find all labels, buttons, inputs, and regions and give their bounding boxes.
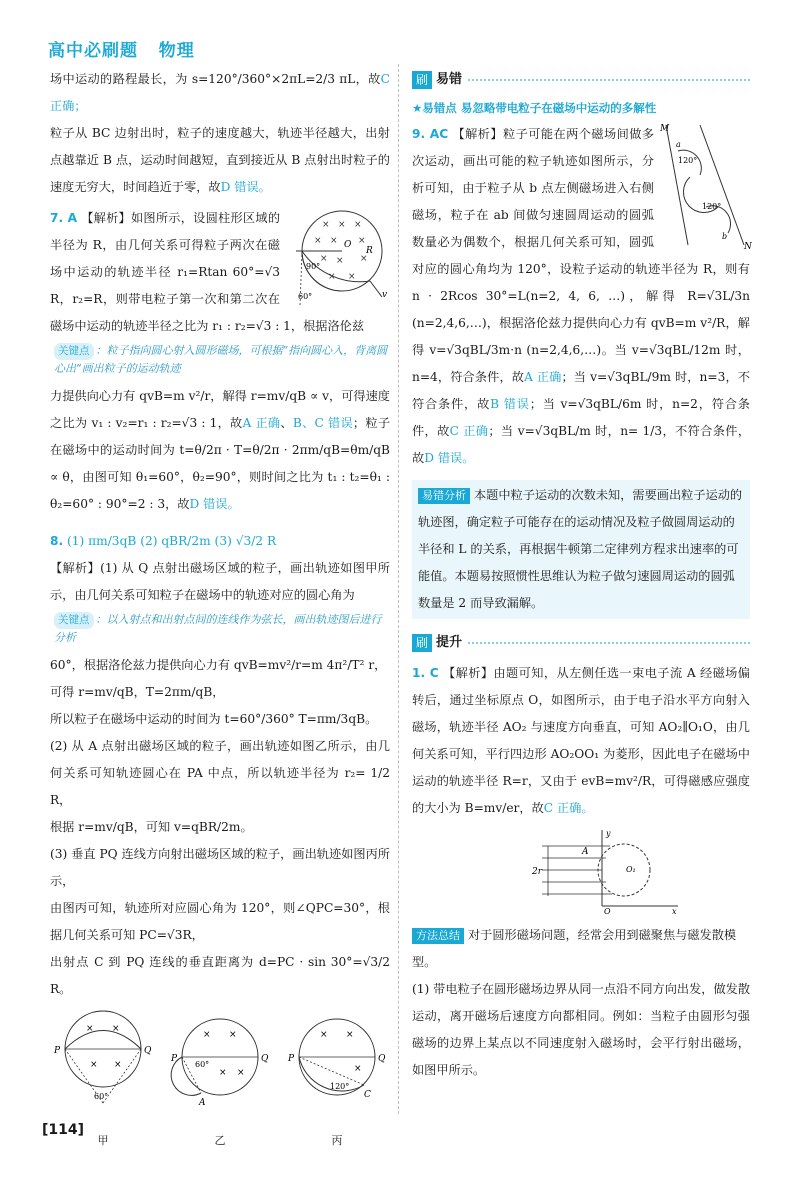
q8-number: 8. bbox=[50, 534, 64, 548]
figure-bing bbox=[284, 1007, 390, 1154]
page-title: 高中必刷题 物理 bbox=[48, 41, 195, 61]
svg-text:Q: Q bbox=[144, 1046, 152, 1056]
figure-jia-diagram bbox=[50, 1007, 156, 1117]
svg-text:×: × bbox=[203, 1030, 211, 1040]
svg-text:×: × bbox=[112, 1024, 120, 1034]
left-column bbox=[50, 66, 390, 1154]
svg-text:v: v bbox=[382, 290, 388, 300]
svg-text:60°: 60° bbox=[298, 292, 313, 301]
svg-text:×: × bbox=[358, 236, 366, 246]
section-yicuo bbox=[412, 66, 750, 93]
q8-p2: 60°，根据洛伦兹力提供向心力有 qvB=mv²/r=m 4π²/T² r， bbox=[50, 658, 387, 672]
q8-p5: (2) 从 A 点射出磁场区域的粒子，画出轨迹如图乙所示，由几何关系可知轨迹圆心在 PA 中点，所以轨迹半径为 r₂= 1/2 R， bbox=[50, 739, 390, 807]
figure-yi-label: 乙 bbox=[214, 1134, 226, 1147]
svg-text:×: × bbox=[314, 236, 322, 246]
q7-text-2: 力提供向心力有 qvB=m v²/r，解得 r=mv/qB ∝ v，可得速度之比为 v₁ : v₂=r₁ : r₂=√3 : 1，故A 正确、B、C 错误；粒子在磁场中的运动时间为 t=θ/2π · T=θ/2π · 2πm/qB=θm/qB ∝ θ，由图可知 θ₁=60°，θ₂=90°，则时间之比为 t₁ : t₂=θ₁ : θ₂=60° : 90°=2 : 3，故D 错误。 bbox=[50, 389, 391, 511]
q7-number: 7. A bbox=[50, 211, 78, 225]
svg-text:A: A bbox=[582, 847, 589, 857]
svg-text:90°: 90° bbox=[306, 262, 321, 271]
svg-text:×: × bbox=[320, 1030, 328, 1040]
error-point: ★易错点 易忽略带电粒子在磁场中运动的多解性 bbox=[412, 101, 657, 115]
svg-text:R: R bbox=[366, 246, 373, 256]
svg-text:x: x bbox=[672, 907, 677, 916]
answer-d-wrong: D 错误。 bbox=[220, 180, 271, 194]
q7-key-note: 关键点 ：粒子指向圆心射入圆形磁场，可根据“指向圆心入，背离圆心出”画出粒子的运动轨迹 bbox=[54, 344, 388, 375]
svg-text:×: × bbox=[229, 1030, 237, 1040]
svg-text:120°: 120° bbox=[702, 202, 722, 211]
q1-figure bbox=[522, 826, 682, 914]
q8-p7: (3) 垂直 PQ 连线方向射出磁场区域的粒子，画出轨迹如图丙所示， bbox=[50, 847, 390, 888]
column-divider bbox=[398, 64, 399, 1114]
method-p1: (1) 带电粒子在圆形磁场边界从同一点沿不同方向出发，做发散运动，离开磁场后速度方向都相同。例如：当粒子由圆形匀强磁场的边界上某点以不同速度射入磁场时，会平行射出磁场，如图甲所示。 bbox=[412, 982, 751, 1077]
svg-text:O: O bbox=[344, 240, 352, 250]
q7-figure bbox=[286, 207, 390, 311]
question-7 bbox=[50, 205, 390, 518]
question-8 bbox=[50, 528, 390, 1003]
svg-text:×: × bbox=[338, 220, 346, 230]
svg-text:P: P bbox=[288, 1054, 295, 1064]
q8-key-note: 关键点 ：以入射点和出射点间的连线作为弦长，画出轨迹图后进行分析 bbox=[54, 613, 382, 644]
svg-text:×: × bbox=[90, 1060, 98, 1070]
q9-text: 9. AC 【解析】粒子可能在两个磁场间做多次运动，画出可能的粒子轨迹如图所示，分析可知，由于粒子从 b 点左侧磁场进入右侧磁场，粒子在 ab 间做匀速圆周运动的圆弧数量必为偶数个，根据几何关系可知，圆弧对应的圆心角均为 120°，设粒子运动的轨迹半径为 R，则有 n · 2Rcos 30°=L(n=2, 4, 6, …)，解得 R=√3L/3n (n=2,4,6,…)，根据洛伦兹力提供向心力有 qvB=m v²/R，解得 v=√3qBL/3m·n (n=2,4,6,…)。当 v=√3qBL/12m 时，n=4，符合条件，故A 正确；当 v=√3qBL/9m 时，n=3，不符合条件，故B 错误；当 v=√3qBL/6m 时，n=2，符合条件，故C 正确；当 v=√3qBL/m 时，n= 1/3，不符合条件，故D 错误。 bbox=[412, 127, 751, 465]
q1-number: 1. C bbox=[412, 666, 439, 680]
svg-text:×: × bbox=[354, 220, 362, 230]
svg-text:60°: 60° bbox=[94, 1092, 109, 1101]
svg-text:×: × bbox=[219, 1068, 227, 1078]
svg-text:P: P bbox=[54, 1046, 61, 1056]
svg-text:×: × bbox=[330, 236, 338, 246]
svg-text:×: × bbox=[360, 254, 368, 264]
right-column bbox=[412, 66, 750, 1094]
q8-p3: 可得 r=mv/qB，T=2πm/qB， bbox=[50, 685, 225, 699]
figure-bing-diagram bbox=[284, 1007, 390, 1117]
svg-text:Q: Q bbox=[378, 1054, 386, 1064]
svg-text:A: A bbox=[199, 1098, 206, 1108]
svg-text:×: × bbox=[320, 254, 328, 264]
svg-text:y: y bbox=[606, 829, 611, 838]
method-summary-box: 方法总结 对于圆形磁场问题，经常会用到磁聚焦与磁发散模型。 (1) 带电粒子在圆形磁场边界从同一点沿不同方向出发，做发散运动，离开磁场后速度方向都相同。例如：当粒子由圆形匀强磁场的边界上某点以不同速度射入磁场时，会平行射出磁场，如图甲所示。 bbox=[412, 922, 750, 1084]
error-analysis-box: 易错分析 本题中粒子运动的次数未知，需要画出粒子运动的轨迹图，确定粒子可能存在的运动情况及粒子做圆周运动的半径和 L 的关系，再根据牛顿第二定律列方程求出速率的可能值。本题易按照惯性思维认为粒子做匀速圆周运动的圆弧数量是 2 而导致漏解。 bbox=[412, 480, 750, 619]
svg-text:M: M bbox=[660, 124, 670, 134]
svg-text:60°: 60° bbox=[195, 1060, 210, 1069]
question-9 bbox=[412, 121, 750, 472]
page-number: [114] bbox=[42, 1122, 85, 1138]
figure-jia-label: 甲 bbox=[97, 1134, 109, 1147]
svg-text:b: b bbox=[722, 232, 728, 241]
figure-bing-label: 丙 bbox=[331, 1134, 343, 1147]
svg-text:C: C bbox=[364, 1090, 371, 1100]
method-summary-label: 方法总结 bbox=[412, 928, 464, 944]
q8-p4: 所以粒子在磁场中运动的时间为 t=60°/360° T=πm/3qB。 bbox=[50, 712, 378, 726]
svg-text:×: × bbox=[346, 1030, 354, 1040]
svg-text:×: × bbox=[348, 272, 356, 282]
q9-figure bbox=[660, 121, 750, 251]
svg-text:×: × bbox=[354, 1064, 362, 1074]
q8-p1: 【解析】(1) 从 Q 点射出磁场区域的粒子，画出轨迹如图甲所示，由几何关系可知粒子在磁场中的轨迹对应的圆心角为 bbox=[50, 561, 390, 602]
svg-text:×: × bbox=[237, 1068, 245, 1078]
q9-number: 9. AC bbox=[412, 127, 449, 141]
svg-text:×: × bbox=[328, 272, 336, 282]
intro-paragraph-2: 粒子从 BC 边射出时，粒子的速度越大，轨迹半径越大，出射点越靠近 B 点，运动时间越短，直到接近从 B 点射出时粒子的速度无穷大，时间趋近于零，故D 错误。 bbox=[50, 126, 390, 194]
section-yicuo-title: 易错 bbox=[436, 72, 463, 87]
svg-text:120°: 120° bbox=[330, 1082, 350, 1091]
svg-text:Q: Q bbox=[261, 1054, 269, 1064]
q8-answers: 8. (1) πm/3qB (2) qBR/2m (3) √3/2 R bbox=[50, 534, 277, 548]
section-tisheng-title: 提升 bbox=[436, 635, 463, 650]
key-note-tag: 关键点 bbox=[54, 343, 94, 360]
svg-text:×: × bbox=[114, 1060, 122, 1070]
figure-yi-diagram bbox=[167, 1007, 273, 1117]
intro-paragraph-1: 场中运动的路程最长，为 s=120°/360°×2πL=2/3 πL，故C 正确； bbox=[50, 72, 390, 113]
q8-figures bbox=[50, 1007, 390, 1154]
section-tisheng-badge: 刷 bbox=[412, 634, 432, 652]
svg-text:120°: 120° bbox=[678, 156, 698, 165]
q8-p9: 出射点 C 到 PQ 连线的垂直距离为 d=PC · sin 30°=√3/2 R。 bbox=[50, 955, 390, 996]
svg-text:a: a bbox=[676, 140, 681, 149]
figure-yi bbox=[167, 1007, 273, 1154]
q7-text-1: 7. A 【解析】如图所示，设圆柱形区域的半径为 R，由几何关系可得粒子两次在磁场中运动的轨迹半径 r₁=Rtan 60°=√3 R，r₂=R，则带电粒子第一次和第二次在磁场中运动的轨迹半径之比为 r₁ : r₂=√3 : 1，根据洛伦兹 bbox=[50, 211, 365, 333]
error-analysis-label: 易错分析 bbox=[418, 488, 470, 504]
question-1 bbox=[412, 660, 750, 914]
svg-text:×: × bbox=[86, 1024, 94, 1034]
section-tisheng bbox=[412, 629, 750, 656]
svg-text:×: × bbox=[336, 256, 344, 266]
svg-text:2r: 2r bbox=[532, 867, 543, 877]
q8-p6: 根据 r=mv/qB，可知 v=qBR/2m。 bbox=[50, 820, 253, 834]
svg-text:N: N bbox=[744, 242, 752, 252]
q8-p8: 由图丙可知，轨迹所对应圆心角为 120°，则∠QPC=30°，根据几何关系可知 PC=√3R， bbox=[50, 901, 390, 942]
section-yicuo-badge: 刷 bbox=[412, 71, 432, 89]
answer-c-correct: C 正确； bbox=[50, 72, 390, 113]
svg-text:O₁: O₁ bbox=[626, 865, 636, 874]
svg-text:O: O bbox=[604, 907, 611, 916]
svg-text:×: × bbox=[322, 220, 330, 230]
q1-text: 1. C 【解析】由题可知，从左侧任选一束电子流 A 经磁场偏转后，通过坐标原点 O，如图所示，由于电子沿水平方向射入磁场，轨迹半径 AO₂ 与速度方向垂直，可知 AO₂∥O₁O，由几何关系可知，平行四边形 AO₂OO₁ 为菱形，因此电子在磁场中运动的轨迹半径 R=r，又由于 evB=mv²/R，可得磁感应强度的大小为 B=mv/er，故C 正确。 bbox=[412, 666, 750, 815]
svg-text:P: P bbox=[171, 1054, 178, 1064]
